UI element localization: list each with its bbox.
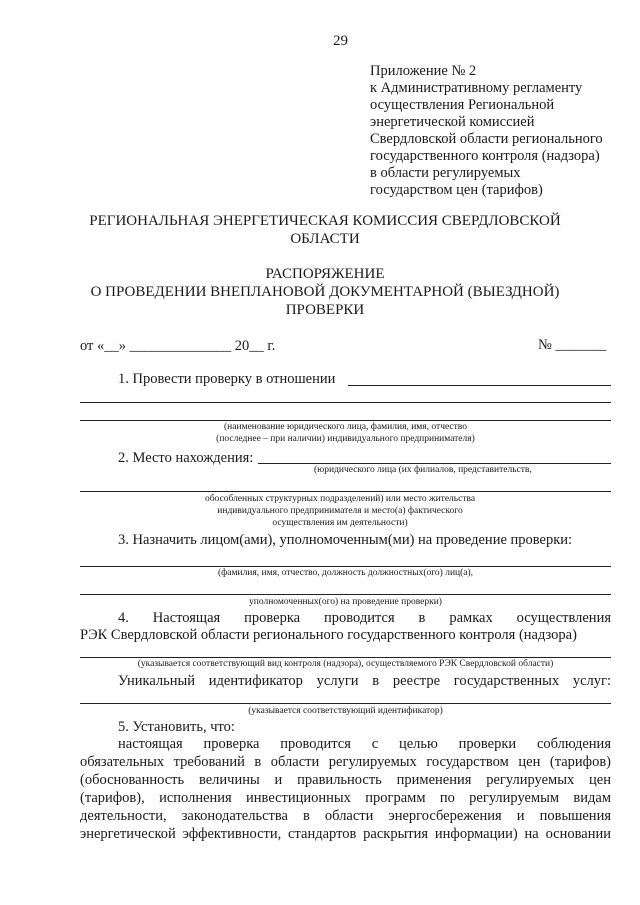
order-title-block [60, 265, 590, 319]
commission-heading [60, 212, 590, 248]
caption-line: обособленных структурных подразделений) или место жительства [204, 494, 476, 504]
item3-caption: (фамилия, имя, отчество, должность должностных(ого) лиц(а), [217, 568, 474, 578]
item4-caption: (указывается соответствующий вид контроля (надзора), осуществляемого РЭК Свердловской области) [137, 659, 554, 669]
item1-fill-line [348, 385, 611, 386]
order-subtitle: О ПРОВЕДЕНИИ ВНЕПЛАНОВОЙ ДОКУМЕНТАРНОЙ (ВЫЕЗДНОЙ) [90, 284, 560, 300]
item5-line: деятельности, законодательства в области энергосбережения и повышения [80, 808, 611, 824]
commission-line: ОБЛАСТИ [290, 231, 360, 247]
caption-line: осуществления им деятельности) [272, 518, 408, 528]
appendix-line: Приложение № 2 [370, 63, 477, 79]
appendix-block [370, 63, 603, 199]
item2-caption: (юридического лица (их филиалов, представительств, [314, 465, 532, 475]
item2-caption-block [150, 493, 530, 529]
item3-label: 3. Назначить лицом(ами), уполномоченным(ми) на проведение проверки: [118, 532, 573, 548]
item5-line: настоящая проверка проводится с целью проверки соблюдения [118, 736, 611, 752]
item4-line: РЭК Свердловской области регионального государственного контроля (надзора) [80, 627, 577, 643]
item1-fill-line [80, 402, 611, 403]
item5-line: (обоснованность величины и правильность применения регулируемых цен [80, 772, 611, 788]
item2-fill-line [80, 491, 611, 492]
caption-line: (наименование юридического лица, фамилия, имя, отчество [224, 422, 467, 432]
item5-line: (тарифов), исполнения инвестиционных программ по регулируемым видам [80, 790, 611, 806]
item5-line: обязательных требований в области регулируемых государством цен (тарифов) [80, 754, 611, 770]
appendix-line: Свердловской области регионального [370, 131, 603, 147]
appendix-line: осуществления Региональной [370, 97, 555, 113]
item1-label: 1. Провести проверку в отношении [118, 371, 336, 387]
order-title: РАСПОРЯЖЕНИЕ [265, 266, 385, 282]
item3-caption: уполномоченных(ого) на проведение проверки) [249, 597, 442, 607]
caption-line: (последнее – при наличии) индивидуального предпринимателя) [216, 434, 475, 444]
commission-line: РЕГИОНАЛЬНАЯ ЭНЕРГЕТИЧЕСКАЯ КОМИССИЯ СВЕРДЛОВСКОЙ [89, 213, 561, 229]
order-number-field: № _______ [538, 337, 607, 353]
appendix-line: энергетической комиссией [370, 114, 535, 130]
appendix-line: в области регулируемых [370, 165, 521, 181]
item2-label: 2. Место нахождения: [118, 450, 254, 466]
uid-label: Уникальный идентификатор услуги в реестре государственных услуг: [118, 673, 611, 689]
item5-label: 5. Установить, что: [118, 719, 235, 735]
item4-line: 4. Настоящая проверка проводится в рамках осуществления [118, 610, 611, 626]
item1-caption [80, 421, 611, 445]
page-number: 29 [333, 33, 348, 49]
appendix-line: государственного контроля (надзора) [370, 148, 600, 164]
appendix-line: к Административному регламенту [370, 80, 583, 96]
appendix-line: государством цен (тарифов) [370, 182, 543, 198]
order-subtitle: ПРОВЕРКИ [285, 302, 365, 318]
uid-caption: (указывается соответствующий идентификатор) [248, 706, 443, 716]
date-field: от «__» ______________ 20__ г. [80, 338, 276, 354]
uid-fill-line [80, 703, 611, 704]
caption-line: индивидуального предпринимателя и место(а) фактического [217, 506, 463, 516]
item5-line: энергетической эффективности, стандартов раскрытия информации) на основании [80, 826, 611, 842]
item3-fill-line [80, 594, 611, 595]
